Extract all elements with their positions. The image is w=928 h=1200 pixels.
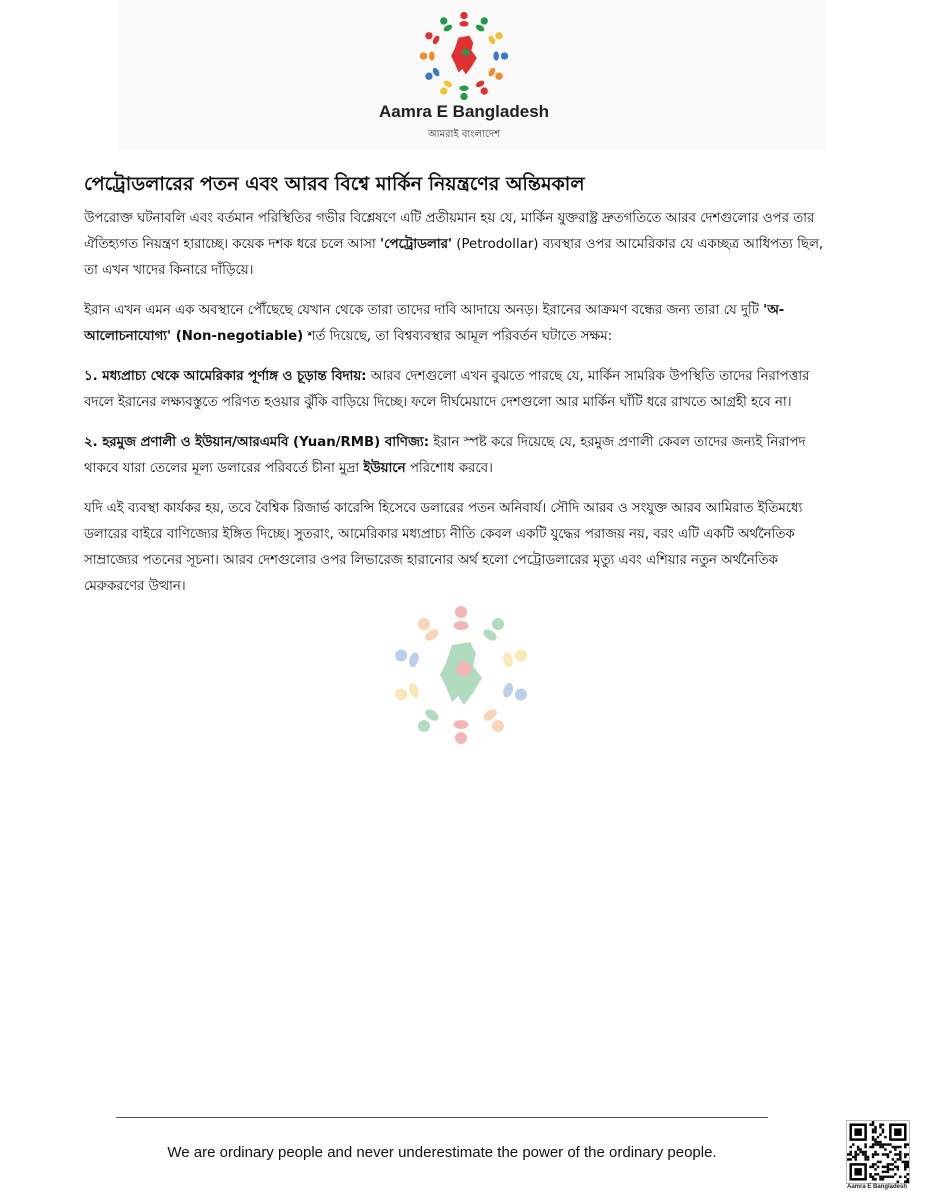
qr-module [879,1126,881,1128]
qr-module [894,1153,896,1155]
qr-module [879,1141,881,1143]
person-head-icon [481,87,488,94]
qr-module [884,1143,886,1145]
qr-module [894,1161,896,1163]
qr-module [887,1163,889,1165]
paragraph-1-bold: 'পেট্রোডলার' [379,237,453,252]
person-body-icon [431,35,440,46]
person-head-icon [495,32,502,39]
qr-module [892,1176,894,1178]
person-head-icon [425,73,432,80]
qr-module [867,1158,869,1160]
qr-module [872,1138,874,1140]
watermark-logo-icon [386,600,536,750]
qr-module [879,1176,881,1178]
person-body-icon [454,720,469,729]
qr-module [874,1126,876,1128]
qr-module [869,1123,871,1125]
qr-module [864,1151,866,1153]
qr-module [864,1158,866,1160]
qr-module [887,1166,889,1168]
qr-module [877,1166,879,1168]
qr-module [899,1151,901,1153]
qr-module [884,1136,886,1138]
qr-module [872,1176,874,1178]
person-head-icon [460,12,467,19]
qr-module [872,1128,874,1130]
qr-module [879,1161,881,1163]
qr-module [852,1143,854,1145]
qr-module [874,1151,876,1153]
qr-module [872,1153,874,1155]
qr-module [874,1131,876,1133]
paragraph-2-text-a: ইরান এখন এমন এক অবস্থানে পৌঁছেছে যেখান থেকে তারা তাদের দাবি আদায়ে অনড়। ইরানের আক্রমণ বন্ধের জন্য তারা যে দুটি [84,303,764,318]
qr-module [879,1146,881,1148]
qr-module [854,1151,856,1153]
qr-module [904,1143,906,1145]
qr-module [872,1156,874,1158]
qr-module [872,1136,874,1138]
paragraph-1 [84,206,836,284]
qr-module [854,1153,856,1155]
qr-module [882,1171,884,1173]
qr-module [864,1146,866,1148]
point-1-heading: ১. মধ্যপ্রাচ্য থেকে আমেরিকার পূর্ণাঙ্গ ও চূড়ান্ত বিদায়: [84,369,367,384]
qr-module [892,1146,894,1148]
qr-module [882,1123,884,1125]
qr-module [857,1153,859,1155]
qr-module [859,1148,861,1150]
qr-module [887,1153,889,1155]
qr-module [872,1123,874,1125]
qr-module [897,1153,899,1155]
person-body-icon [459,85,468,91]
qr-module [872,1143,874,1145]
qr-module [887,1168,889,1170]
qr-module [872,1146,874,1148]
brand-name-en: Aamra E Bangladesh [378,102,550,121]
person-body-icon [429,51,435,60]
qr-module [882,1128,884,1130]
document-body [84,206,836,614]
qr-module [882,1153,884,1155]
footer-slogan: We are ordinary people and never underestimate the power of the ordinary people. [167,1144,717,1161]
qr-module [882,1131,884,1133]
point-2-heading: ২. হরমুজ প্রণালী ও ইউয়ান/আরএমবি (Yuan/RMB) বাণিজ্য: [84,435,430,450]
qr-module [897,1168,899,1170]
paragraph-3 [84,364,836,416]
qr-module [889,1163,891,1165]
qr-module [904,1156,906,1158]
person-body-icon [501,651,514,668]
paragraph-2-bold: 'অ-আলোচনাযোগ্য' (Non-negotiable) [84,303,785,344]
qr-module [899,1146,901,1148]
qr-module [869,1166,871,1168]
qr-module [904,1176,906,1178]
qr-module [904,1163,906,1165]
brand-logo-icon [418,10,510,102]
qr-module [847,1153,849,1155]
qr-module [904,1146,906,1148]
qr-module [887,1156,889,1158]
person-head-icon [440,17,447,24]
qr-module [849,1146,851,1148]
qr-module [872,1178,874,1180]
person-head-icon [420,52,427,59]
qr-code-icon [846,1120,910,1184]
person-body-icon [431,67,440,78]
qr-module [877,1136,879,1138]
qr-module [897,1166,899,1168]
person-head-icon [418,618,430,630]
qr-module [872,1121,874,1123]
qr-module [887,1143,889,1145]
person-head-icon [515,688,527,700]
qr-module [887,1176,889,1178]
person-head-icon [495,73,502,80]
qr-module [904,1181,906,1183]
qr-module [864,1156,866,1158]
qr-module [884,1171,886,1173]
footer-divider [116,1117,768,1118]
qr-module [899,1158,901,1160]
qr-module [877,1143,879,1145]
person-head-icon [455,606,467,618]
brand-name-bn: আমরাই বাংলাদেশ [427,129,501,140]
qr-module [877,1153,879,1155]
qr-module [889,1176,891,1178]
qr-module [892,1163,894,1165]
qr-module [852,1156,854,1158]
qr-module [847,1158,849,1160]
person-body-icon [487,35,496,46]
paragraph-1-text-c: (Petrodollar) ব্যবস্থার ওপর আমেরিকার যে একচ্ছত্র আধিপত্য ছিল, তা এখন খাদের কিনারে দাঁড়িয়ে। [84,237,824,278]
qr-module [897,1181,899,1183]
person-body-icon [443,23,454,32]
qr-module [907,1161,909,1163]
point-2-text-end: পরিশোধ করবে। [405,461,493,476]
paragraph-2 [84,298,836,350]
qr-module [874,1153,876,1155]
qr-module [879,1178,881,1180]
person-body-icon [475,23,486,32]
qr-module [879,1133,881,1135]
qr-module [904,1161,906,1163]
qr-module [864,1153,866,1155]
qr-module [907,1173,909,1175]
qr-module [877,1173,879,1175]
qr-module [854,1158,856,1160]
qr-module [904,1168,906,1170]
qr-module [874,1143,876,1145]
person-head-icon [395,688,407,700]
qr-module [872,1166,874,1168]
person-head-icon [455,732,467,744]
qr-module [907,1166,909,1168]
qr-module [879,1143,881,1145]
qr-module [899,1176,901,1178]
qr-module [864,1143,866,1145]
person-body-icon [475,79,486,88]
qr-module [897,1158,899,1160]
qr-module [889,1143,891,1145]
person-body-icon [407,651,420,668]
person-head-icon [440,87,447,94]
qr-module [849,1158,851,1160]
qr-module [849,1153,851,1155]
point-2-text: ইরান স্পষ্ট করে দিয়েছে যে, হরমুজ প্রণালী কেবল তাদের জন্যই নিরাপদ থাকবে যারা তেলের মূল্য ডলারের পরিবর্তে চীনা মুদ্রা [84,435,806,476]
qr-module [874,1141,876,1143]
qr-module [907,1143,909,1145]
qr-module [899,1156,901,1158]
person-body-icon [501,682,514,699]
qr-module [874,1173,876,1175]
person-head-icon [425,32,432,39]
qr-module [869,1146,871,1148]
qr-module [907,1163,909,1165]
qr-module [889,1151,891,1153]
qr-module [862,1153,864,1155]
qr-module [882,1146,884,1148]
qr-module [894,1146,896,1148]
point-2-bold-yuan: ইউয়ানে [363,461,406,476]
qr-module [874,1128,876,1130]
qr-module [902,1161,904,1163]
qr-module [874,1178,876,1180]
qr-module [874,1168,876,1170]
qr-module [874,1163,876,1165]
qr-module [884,1166,886,1168]
qr-module [857,1146,859,1148]
qr-module [872,1163,874,1165]
qr-module [854,1156,856,1158]
person-head-icon [501,52,508,59]
qr-caption: Aamra E Bangladesh [846,1184,908,1190]
person-head-icon [492,720,504,732]
qr-module [867,1156,869,1158]
qr-module [857,1148,859,1150]
qr-module [872,1131,874,1133]
qr-module [907,1178,909,1180]
qr-module [877,1141,879,1143]
qr-module [882,1176,884,1178]
qr-module [882,1178,884,1180]
qr-module [849,1151,851,1153]
qr-module [892,1168,894,1170]
document-title: পেট্রোডলারের পতন এবং আরব বিশ্বে মার্কিন নিয়ন্ত্রণের অন্তিমকাল [84,173,585,195]
person-body-icon [459,21,468,27]
person-head-icon [460,93,467,100]
qr-module [894,1148,896,1150]
qr-module [897,1146,899,1148]
paragraph-5: যদি এই ব্যবস্থা কার্যকর হয়, তবে বৈশ্বিক রিজার্ভ কারেন্সি হিসেবে ডলারের পতন অনিবার্য। সৌদি আরব ও সংযুক্ত আরব আমিরাত ইতিমধ্যে ডলারের বাইরে বাণিজ্যের ইঙ্গিত দিচ্ছে। সুতরাং, আমেরিকার মধ্যপ্রাচ্য নীতি কেবল একটি যুদ্ধের পরাজয় নয়, বরং এটি একটি অর্থনৈতিক সাম্রাজ্যের পতনের সূচনা। আরব দেশগুলোর ওপর লিভারেজ হারানোর অর্থ হলো পেট্রোডলারের মৃত্যু এবং এশিয়ার নতুন অর্থনৈতিক মেরুকরণের উত্থান। [84,501,803,594]
qr-module [892,1158,894,1160]
qr-module [874,1138,876,1140]
qr-module [889,1168,891,1170]
person-body-icon [493,51,499,60]
paragraph-4 [84,430,836,482]
point-1-text: আরব দেশগুলো এখন বুঝতে পারছে যে, মার্কিন সামরিক উপস্থিতি তাদের নিরাপত্তার বদলে ইরানের লক্ষ্যবস্তুতে পরিণত হওয়ার ঝুঁকি বাড়িয়ে দিচ্ছে। ফলে দীর্ঘমেয়াদে দেশগুলো আর মার্কিন ঘাঁটি ধরে রাখতে আগ্রহী হবে না। [84,369,810,410]
qr-module [877,1161,879,1163]
person-head-icon [492,618,504,630]
person-body-icon [487,67,496,78]
qr-module [894,1166,896,1168]
qr-module [882,1166,884,1168]
qr-module [887,1171,889,1173]
qr-module [904,1166,906,1168]
qr-module [907,1153,909,1155]
qr-module [882,1143,884,1145]
qr-module [859,1151,861,1153]
qr-module [879,1123,881,1125]
person-body-icon [443,79,454,88]
qr-module [862,1151,864,1153]
qr-module [884,1176,886,1178]
person-head-icon [481,17,488,24]
paragraph-1-text-a: উপরোক্ত ঘটনাবলি এবং বর্তমান পরিস্থিতির গভীর বিশ্লেষণে এটি প্রতীয়মান হয় যে, মার্কিন যুক্তরাষ্ট্র দ্রুতগতিতে আরব দেশগুলোর ওপর তার ঐতিহ্যগত নিয়ন্ত্রণ হারাচ্ছে। কয়েক দশক ধরে চলে আসা [84,211,815,252]
paragraph-2-text-c: শর্ত দিয়েছে, তা বিশ্বব্যবস্থার আমূল পরিবর্তন ঘটাতে সক্ষম: [303,329,613,344]
qr-module [904,1153,906,1155]
person-body-icon [454,621,469,630]
person-head-icon [395,650,407,662]
qr-module [884,1153,886,1155]
person-head-icon [418,720,430,732]
person-body-icon [407,682,420,699]
qr-module [884,1148,886,1150]
qr-module [894,1173,896,1175]
qr-module [907,1181,909,1183]
qr-module [869,1176,871,1178]
qr-module [899,1153,901,1155]
qr-module [869,1173,871,1175]
person-head-icon [515,650,527,662]
